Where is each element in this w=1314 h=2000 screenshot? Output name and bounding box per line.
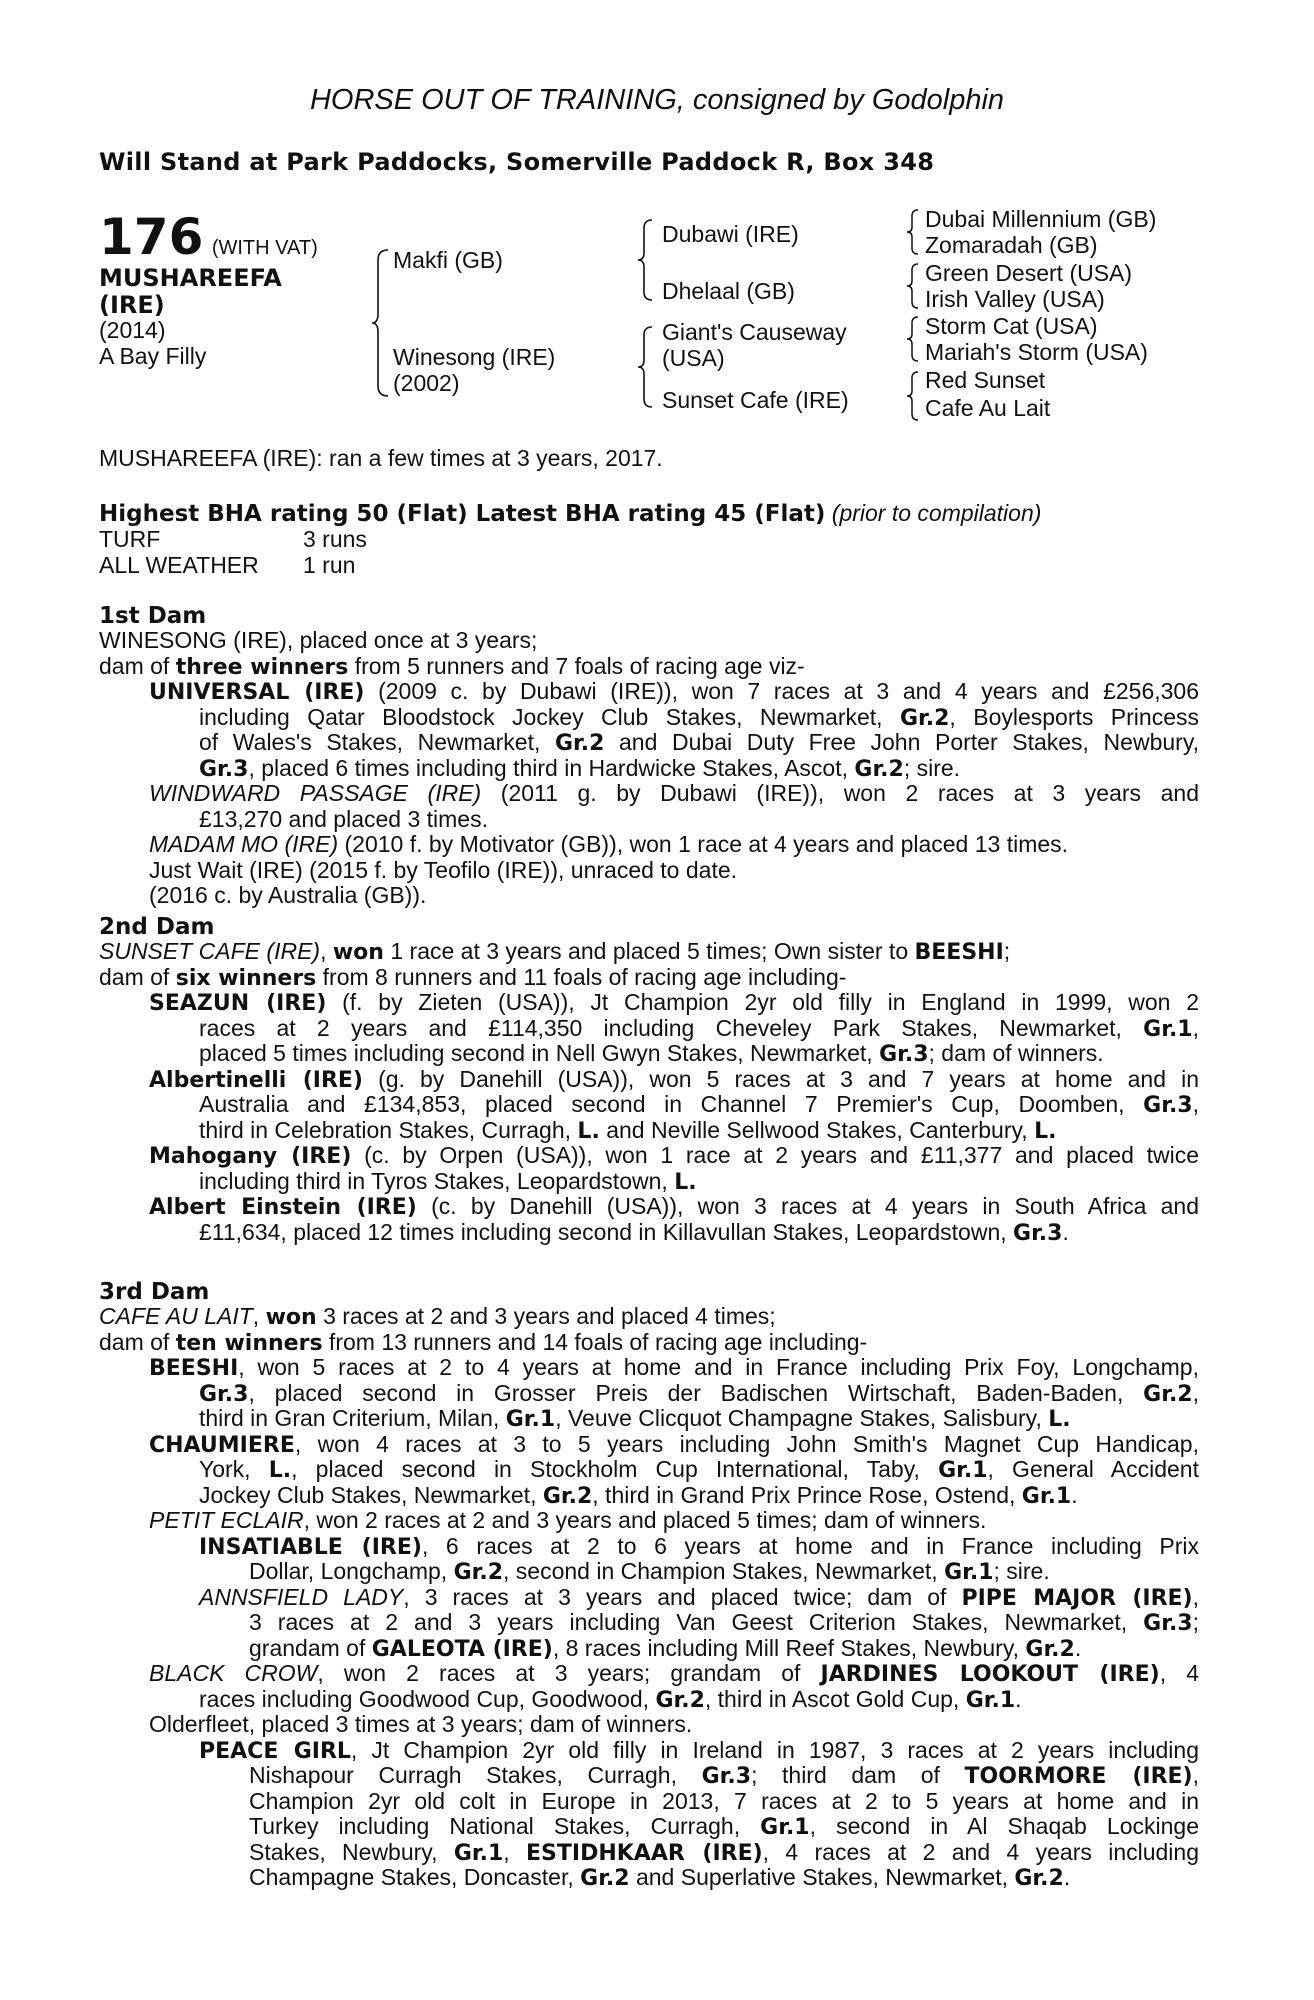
dam2-line: placed 5 times including second in Nell Gwyn Stakes, Newmarket, Gr.3; dam of winners. bbox=[199, 1040, 1104, 1067]
dam2-heading: 2nd Dam bbox=[99, 914, 215, 940]
pedigree-gen3-6: Mariah's Storm (USA) bbox=[925, 339, 1148, 365]
dam1-line: £13,270 and placed 3 times. bbox=[199, 805, 488, 832]
pedigree-brace-dam bbox=[636, 325, 656, 410]
dam2-progeny-einstein: Albert Einstein (IRE) (c. by Danehill (USA)), won 3 races at 4 years in South Africa and bbox=[149, 1193, 1200, 1220]
dam3-heading: 3rd Dam bbox=[99, 1279, 210, 1305]
dam3-section bbox=[99, 1304, 1199, 1891]
pedigree-dam-sire: Giant's Causeway bbox=[662, 319, 847, 345]
pedigree-gen3-4: Irish Valley (USA) bbox=[925, 286, 1105, 312]
dam1-line: of Wales's Stakes, Newmarket, Gr.2 and Dubai Duty Free John Porter Stakes, Newbury, bbox=[199, 729, 1199, 756]
dam1-line: WINESONG (IRE), placed once at 3 years; bbox=[99, 627, 538, 653]
dam3-progeny-black-crow: BLACK CROW, won 2 races at 3 years; grandam of JARDINES LOOKOUT (IRE), 4 bbox=[149, 1660, 1199, 1687]
dam1-section bbox=[99, 628, 1199, 909]
dam1-line: dam of three winners from 5 runners and 7 foals of racing age viz- bbox=[99, 652, 805, 680]
dam3-line: races including Goodwood Cup, Goodwood, Gr.2, third in Ascot Gold Cup, Gr.1. bbox=[199, 1685, 1022, 1713]
bha-rating bbox=[99, 500, 1041, 527]
horse-name: MUSHAREEFA bbox=[99, 264, 282, 292]
dam3-line: Champion 2yr old colt in Europe in 2013, 7 races at 2 to 5 years at home and in bbox=[249, 1787, 1199, 1814]
dam2-progeny-albertinelli: Albertinelli (IRE) (g. by Danehill (USA)), won 5 races at 3 and 7 years at home and in bbox=[149, 1065, 1199, 1093]
dam1-progeny-madam: MADAM MO (IRE) (2010 f. by Motivator (GB)), won 1 race at 4 years and placed 13 times. bbox=[149, 831, 1069, 857]
dam2-line: SUNSET CAFE (IRE), won 1 race at 3 years and placed 5 times; Own sister to BEESHI; bbox=[99, 938, 1011, 965]
lot-number-block bbox=[99, 208, 318, 266]
dam2-progeny-seazun: SEAZUN (IRE) (f. by Zieten (USA)), Jt Champion 2yr old filly in England in 1999, won 2 bbox=[149, 989, 1199, 1016]
pedigree-gen3-3: Green Desert (USA) bbox=[925, 260, 1133, 286]
horse-description: A Bay Filly bbox=[99, 343, 207, 369]
dam3-line: dam of ten winners from 13 runners and 14 foals of racing age including- bbox=[99, 1328, 868, 1356]
pedigree-brace-sire bbox=[636, 218, 656, 303]
dam3-line: 3 races at 2 and 3 years including Van Geest Criterion Stakes, Newmarket, Gr.3; bbox=[249, 1609, 1199, 1636]
pedigree-gen3-2: Zomaradah (GB) bbox=[925, 232, 1098, 258]
dam3-line: Gr.3, placed second in Grosser Preis der Badischen Wirtschaft, Baden-Baden, Gr.2, bbox=[199, 1379, 1199, 1407]
pedigree-brace-gen1 bbox=[370, 248, 392, 398]
pedigree-sire: Makfi (GB) bbox=[393, 247, 503, 273]
dam3-progeny-peace-girl: PEACE GIRL, Jt Champion 2yr old filly in Ireland in 1987, 3 races at 2 years including bbox=[199, 1736, 1199, 1764]
dam2-line: third in Celebration Stakes, Curragh, L. and Neville Sellwood Stakes, Canterbury, L. bbox=[199, 1116, 1057, 1144]
pedigree-brace-g3 bbox=[904, 315, 922, 363]
dam1-progeny-justwait: Just Wait (IRE) (2015 f. by Teofilo (IRE)), unraced to date. bbox=[149, 856, 738, 883]
pedigree-sire-sire: Dubawi (IRE) bbox=[662, 221, 799, 247]
dam3-progeny-petit-eclair: PETIT ECLAIR, won 2 races at 2 and 3 years and placed 5 times; dam of winners. bbox=[149, 1507, 987, 1533]
lot-number: 176 bbox=[99, 208, 204, 266]
stand-location: Will Stand at Park Paddocks, Somerville Paddock R, Box 348 bbox=[99, 148, 935, 176]
dam2-section bbox=[99, 939, 1199, 1245]
turf-label: TURF bbox=[99, 526, 161, 552]
bha-rating-values: Highest BHA rating 50 (Flat) Latest BHA rating 45 (Flat) bbox=[99, 501, 826, 527]
dam1-progeny-universal: UNIVERSAL (IRE) (2009 c. by Dubawi (IRE)), won 7 races at 3 and 4 years and £256,306 bbox=[149, 678, 1199, 705]
dam2-progeny-mahogany: Mahogany (IRE) (c. by Orpen (USA)), won 1 race at 2 years and £11,377 and placed twice bbox=[149, 1142, 1199, 1169]
pedigree-dam-dam: Sunset Cafe (IRE) bbox=[662, 387, 849, 413]
dam1-line: including Qatar Bloodstock Jockey Club Stakes, Newmarket, Gr.2, Boylesports Princess bbox=[199, 703, 1199, 731]
dam2-line: Australia and £134,853, placed second in Channel 7 Premier's Cup, Doomben, Gr.3, bbox=[199, 1091, 1199, 1118]
pedigree-brace-g2 bbox=[904, 262, 922, 310]
race-summary: MUSHAREEFA (IRE): ran a few times at 3 years, 2017. bbox=[99, 445, 663, 471]
dam3-line: York, L., placed second in Stockholm Cup International, Taby, Gr.1, General Accident bbox=[199, 1456, 1199, 1483]
pedigree-brace-g4 bbox=[904, 370, 922, 422]
dam3-progeny-chaumiere: CHAUMIERE, won 4 races at 3 to 5 years including John Smith's Magnet Cup Handicap, bbox=[149, 1430, 1199, 1458]
pedigree-dam: Winesong (IRE) bbox=[393, 344, 556, 370]
bha-rating-note: (prior to compilation) bbox=[831, 500, 1042, 526]
dam3-line: Stakes, Newbury, Gr.1, ESTIDHKAAR (IRE), 4 races at 2 and 4 years including bbox=[249, 1838, 1199, 1866]
aw-label: ALL WEATHER bbox=[99, 552, 259, 578]
page-title: HORSE OUT OF TRAINING, consigned by Godolphin bbox=[309, 84, 1005, 116]
pedigree-gen3-8: Cafe Au Lait bbox=[925, 395, 1051, 421]
dam1-heading: 1st Dam bbox=[99, 603, 207, 629]
dam1-progeny-windward: WINDWARD PASSAGE (IRE) (2011 g. by Dubawi (IRE)), won 2 races at 3 years and bbox=[149, 780, 1199, 806]
dam2-line: dam of six winners from 8 runners and 11 foals of racing age including- bbox=[99, 963, 847, 991]
pedigree-gen3-5: Storm Cat (USA) bbox=[925, 313, 1098, 339]
vat-note: (WITH VAT) bbox=[211, 237, 318, 259]
dam3-line: Nishapour Curragh Stakes, Curragh, Gr.3; third dam of TOORMORE (IRE), bbox=[249, 1762, 1199, 1789]
aw-runs: 1 run bbox=[303, 552, 356, 578]
dam3-line: Turkey including National Stakes, Curragh, Gr.1, second in Al Shaqab Lockinge bbox=[249, 1813, 1199, 1840]
dam2-line: £11,634, placed 12 times including second in Killavullan Stakes, Leopardstown, Gr.3. bbox=[199, 1218, 1069, 1246]
dam3-line: Jockey Club Stakes, Newmarket, Gr.2, third in Grand Prix Prince Rose, Ostend, Gr.1. bbox=[199, 1481, 1078, 1509]
dam3-line: grandam of GALEOTA (IRE), 8 races including Mill Reef Stakes, Newbury, Gr.2. bbox=[249, 1634, 1082, 1662]
dam3-line: CAFE AU LAIT, won 3 races at 2 and 3 years and placed 4 times; bbox=[99, 1303, 776, 1330]
pedigree-dam-year: (2002) bbox=[393, 370, 460, 396]
dam2-line: including third in Tyros Stakes, Leopardstown, L. bbox=[199, 1167, 697, 1195]
pedigree-sire-dam: Dhelaal (GB) bbox=[662, 278, 795, 304]
turf-runs: 3 runs bbox=[303, 526, 367, 552]
dam3-progeny-annsfield: ANNSFIELD LADY, 3 races at 3 years and placed twice; dam of PIPE MAJOR (IRE), bbox=[199, 1583, 1200, 1611]
dam2-line: races at 2 years and £114,350 including Cheveley Park Stakes, Newmarket, Gr.1, bbox=[199, 1014, 1199, 1042]
pedigree-gen3-7: Red Sunset bbox=[925, 367, 1046, 393]
dam1-progeny-2016: (2016 c. by Australia (GB)). bbox=[149, 882, 427, 908]
pedigree-gen3-1: Dubai Millennium (GB) bbox=[925, 206, 1157, 232]
horse-origin: (IRE) bbox=[99, 291, 165, 319]
dam3-progeny-beeshi: BEESHI, won 5 races at 2 to 4 years at home and in France including Prix Foy, Longchamp, bbox=[149, 1354, 1199, 1381]
dam3-line: third in Gran Criterium, Milan, Gr.1, Veuve Clicquot Champagne Stakes, Salisbury, L. bbox=[199, 1405, 1071, 1432]
pedigree-dam-sire-origin: (USA) bbox=[662, 345, 725, 371]
dam1-line: Gr.3, placed 6 times including third in Hardwicke Stakes, Ascot, Gr.2; sire. bbox=[199, 754, 961, 782]
pedigree-brace-g1 bbox=[904, 208, 922, 256]
horse-year: (2014) bbox=[99, 317, 166, 343]
dam3-line: Champagne Stakes, Doncaster, Gr.2 and Superlative Stakes, Newmarket, Gr.2. bbox=[249, 1864, 1071, 1891]
dam3-line: Dollar, Longchamp, Gr.2, second in Champion Stakes, Newmarket, Gr.1; sire. bbox=[249, 1558, 1050, 1585]
dam3-progeny-insatiable: INSATIABLE (IRE), 6 races at 2 to 6 years at home and in France including Prix bbox=[199, 1532, 1200, 1560]
dam3-progeny-olderfleet: Olderfleet, placed 3 times at 3 years; dam of winners. bbox=[149, 1711, 693, 1737]
